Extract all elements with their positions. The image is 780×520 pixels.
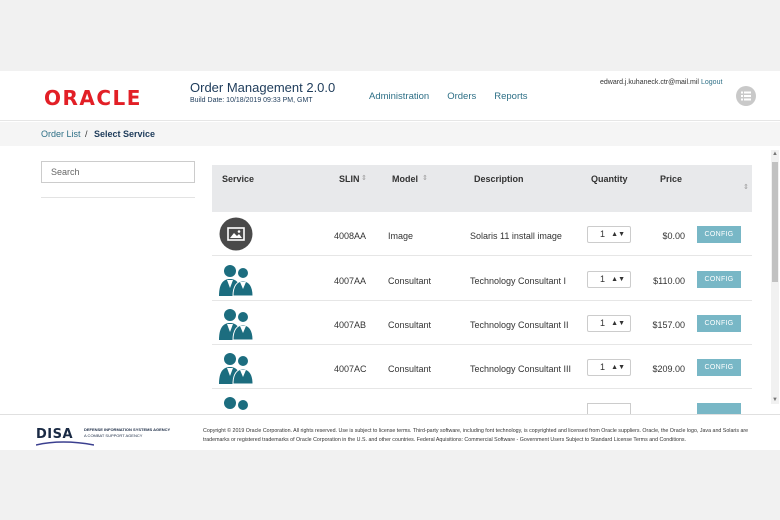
consultant-icon [218,306,254,340]
vertical-scrollbar[interactable] [771,150,779,404]
sort-icon[interactable]: ⇕ [743,184,749,191]
config-button[interactable]: CONFIG [697,271,741,288]
quantity-select[interactable] [587,403,631,414]
disa-logo: DISA [36,427,74,442]
cell-price: $110.00 [653,276,685,286]
quantity-select[interactable]: 1 ▲▼ [587,271,631,288]
header-price: Price [660,174,683,184]
nav-orders[interactable]: Orders [447,91,477,102]
logout-link[interactable]: Logout [701,79,723,86]
cell-model: Consultant [388,364,432,374]
header-description: Description [474,174,524,184]
quantity-select[interactable]: 1 ▲▼ [587,226,631,243]
disa-tagline: A COMBAT SUPPORT AGENCY [84,433,143,438]
header-model[interactable]: Model [392,174,418,184]
consultant-icon [218,262,254,296]
breadcrumb-current: Select Service [94,129,156,139]
updown-caret-icon: ▲▼ [611,231,625,238]
copyright-text: Copyright © 2019 Oracle Corporation. All rights reserved. Use is subject to license terms. Third-party software, including font technology, is copyrighted and licensed from Oracle suppliers. Oracle, the Oracle logo, Java and Solaris are trademarks or registered trademarks of Oracle Corporation in the U.S. and other countries. Federal Aquisitions: Commercial Software - Government Users Subject to Standard License Terms and Conditions. [203,428,749,443]
cell-price: $0.00 [662,231,685,241]
consultant-icon [218,350,254,384]
cell-model: Consultant [388,276,432,286]
config-button[interactable]: CONFIG [697,315,741,332]
quantity-select[interactable]: 1 ▲▼ [587,359,631,376]
sort-icon[interactable]: ⇕ [422,175,428,182]
main-nav [369,91,546,102]
header-quantity: Quantity [591,174,628,184]
updown-caret-icon: ▲▼ [611,364,625,371]
header-slin[interactable]: SLIN [339,174,360,184]
quantity-select[interactable]: 1 ▲▼ [587,315,631,332]
cell-slin: 4007AB [334,320,367,330]
app-title: Order Management 2.0.0 [190,80,336,95]
cell-price: $209.00 [652,364,685,374]
build-date: Build Date: 10/18/2019 09:33 PM, GMT [190,97,313,104]
config-button[interactable]: CONFIG [697,226,741,243]
table-header [212,165,752,212]
cell-slin: 4007AC [334,364,367,374]
disa-name: DEFENSE INFORMATION SYSTEMS AGENCY [84,427,171,432]
config-button[interactable] [697,403,741,414]
user-email: edward.j.kuhaneck.ctr@mail.mil [600,79,699,86]
table-row [212,301,752,345]
cell-slin: 4007AA [334,276,367,286]
top-header [0,71,780,121]
cell-model: Consultant [388,320,432,330]
list-menu-icon [740,90,752,102]
search-input[interactable] [41,161,195,183]
nav-administration[interactable]: Administration [369,91,430,102]
table-row [212,389,752,414]
menu-button[interactable] [736,86,756,106]
oracle-logo[interactable]: ORACLE [44,86,142,110]
cell-description: Solaris 11 install image [470,231,562,241]
cell-slin: 4008AA [334,231,367,241]
cell-price: $157.00 [652,320,685,330]
table-row [212,212,752,256]
breadcrumb [0,122,780,146]
cell-description: Technology Consultant II [470,320,569,330]
scroll-down-icon[interactable]: ▼ [772,397,778,403]
nav-reports[interactable]: Reports [494,91,528,102]
updown-caret-icon: ▲▼ [611,320,625,327]
cell-description: Technology Consultant III [470,364,572,374]
divider [41,197,195,198]
cell-description: Technology Consultant I [470,276,567,286]
breadcrumb-separator: / [85,129,88,139]
app-window [0,71,780,450]
table-row [212,345,752,389]
cell-model: Image [388,231,414,241]
updown-caret-icon: ▲▼ [611,276,625,283]
sort-icon[interactable]: ⇕ [361,175,367,182]
breadcrumb-order-list[interactable]: Order List [41,129,81,139]
scroll-up-icon[interactable]: ▲ [772,151,778,157]
scrollbar-thumb[interactable] [772,162,778,282]
config-button[interactable]: CONFIG [697,359,741,376]
image-icon [218,217,254,251]
table-row [212,257,752,301]
footer [0,414,780,450]
header-service[interactable]: Service [222,174,255,184]
